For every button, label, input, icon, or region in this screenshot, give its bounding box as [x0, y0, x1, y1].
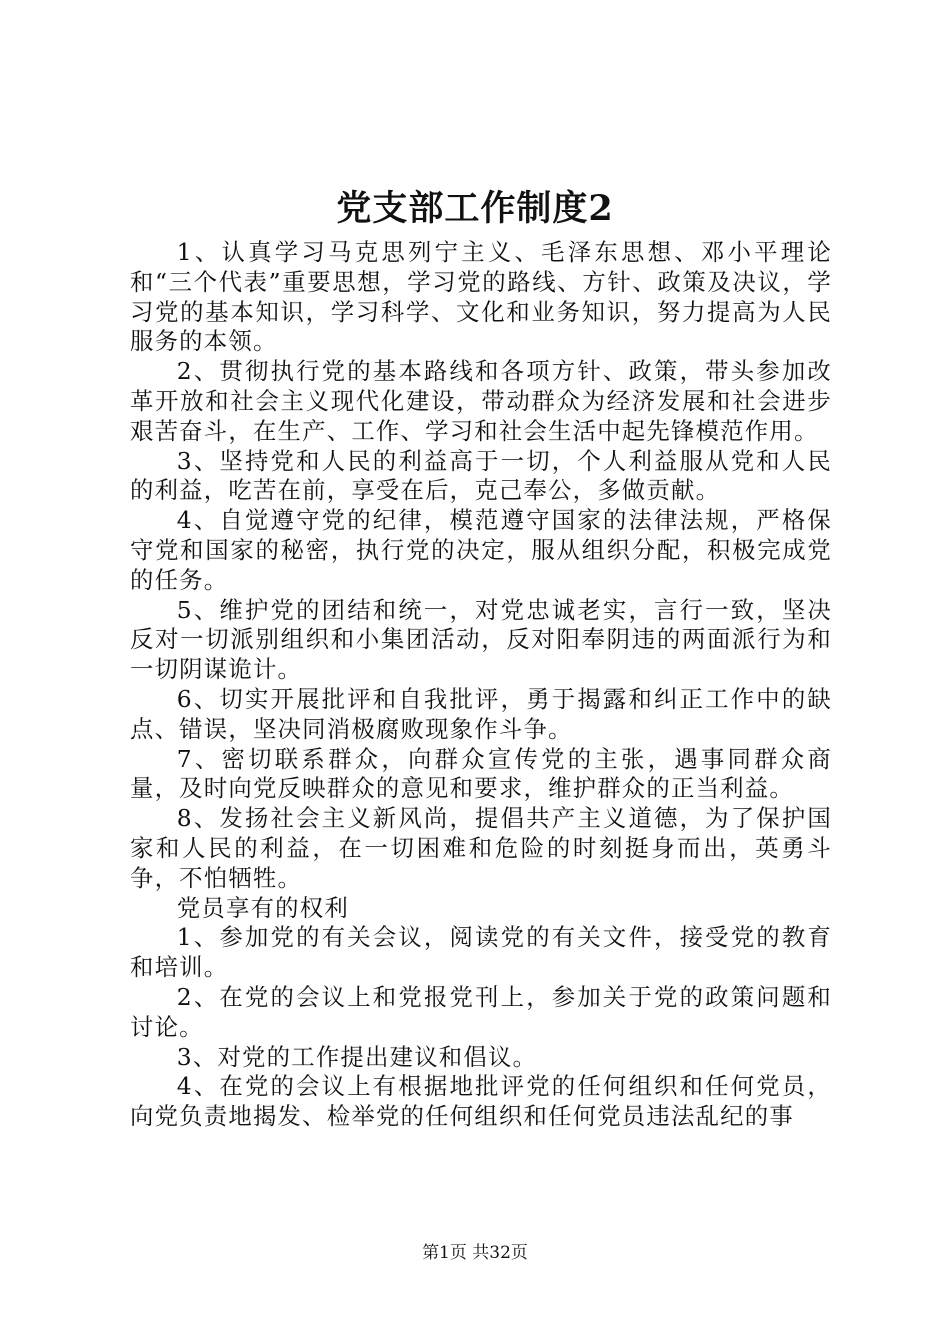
paragraph: 3、对党的工作提出建议和倡议。	[176, 1042, 538, 1071]
page-footer: 第1页 共32页	[422, 1243, 528, 1263]
paragraph: 7、密切联系群众，向群众宣传党的主张，遇事同群众商量，及时向党反映群众的意见和要求，维护群众的正当利益。	[130, 744, 832, 803]
paragraph: 2、在党的会议上和党报党刊上，参加关于党的政策问题和讨论。	[130, 982, 832, 1041]
paragraph: 3、坚持党和人民的利益高于一切，个人利益服从党和人民的利益，吃苦在前，享受在后，克己奉公，多做贡献。	[130, 446, 832, 505]
document-body	[130, 238, 832, 1132]
section-heading: 党员享有的权利	[176, 893, 349, 922]
paragraph: 4、在党的会议上有根据地批评党的任何组织和任何党员，向党负责地揭发、检举党的任何组织和任何党员违法乱纪的事	[130, 1072, 832, 1131]
paragraph: 2、贯彻执行党的基本路线和各项方针、政策，带头参加改革开放和社会主义现代化建设，带动群众为经济发展和社会进步艰苦奋斗，在生产、工作、学习和社会生活中起先锋模范作用。	[130, 357, 832, 445]
paragraph: 1、参加党的有关会议，阅读党的有关文件，接受党的教育和培训。	[130, 923, 832, 982]
paragraph: 8、发扬社会主义新风尚，提倡共产主义道德，为了保护国家和人民的利益，在一切困难和危险的时刻挺身而出，英勇斗争，不怕牺牲。	[130, 804, 832, 892]
paragraph: 4、自觉遵守党的纪律，模范遵守国家的法律法规，严格保守党和国家的秘密，执行党的决定，服从组织分配，积极完成党的任务。	[130, 506, 832, 594]
paragraph: 5、维护党的团结和统一，对党忠诚老实，言行一致，坚决反对一切派别组织和小集团活动，反对阳奉阴违的两面派行为和一切阴谋诡计。	[130, 595, 832, 684]
paragraph: 6、切实开展批评和自我批评，勇于揭露和纠正工作中的缺点、错误，坚决同消极腐败现象作斗争。	[130, 684, 832, 743]
document-title: 党支部工作制度2	[336, 188, 614, 229]
paragraph: 1、认真学习马克思列宁主义、毛泽东思想、邓小平理论和“三个代表”重要思想，学习党的路线、方针、政策及决议，学习党的基本知识，学习科学、文化和业务知识，努力提高为人民服务的本领。	[130, 238, 832, 356]
